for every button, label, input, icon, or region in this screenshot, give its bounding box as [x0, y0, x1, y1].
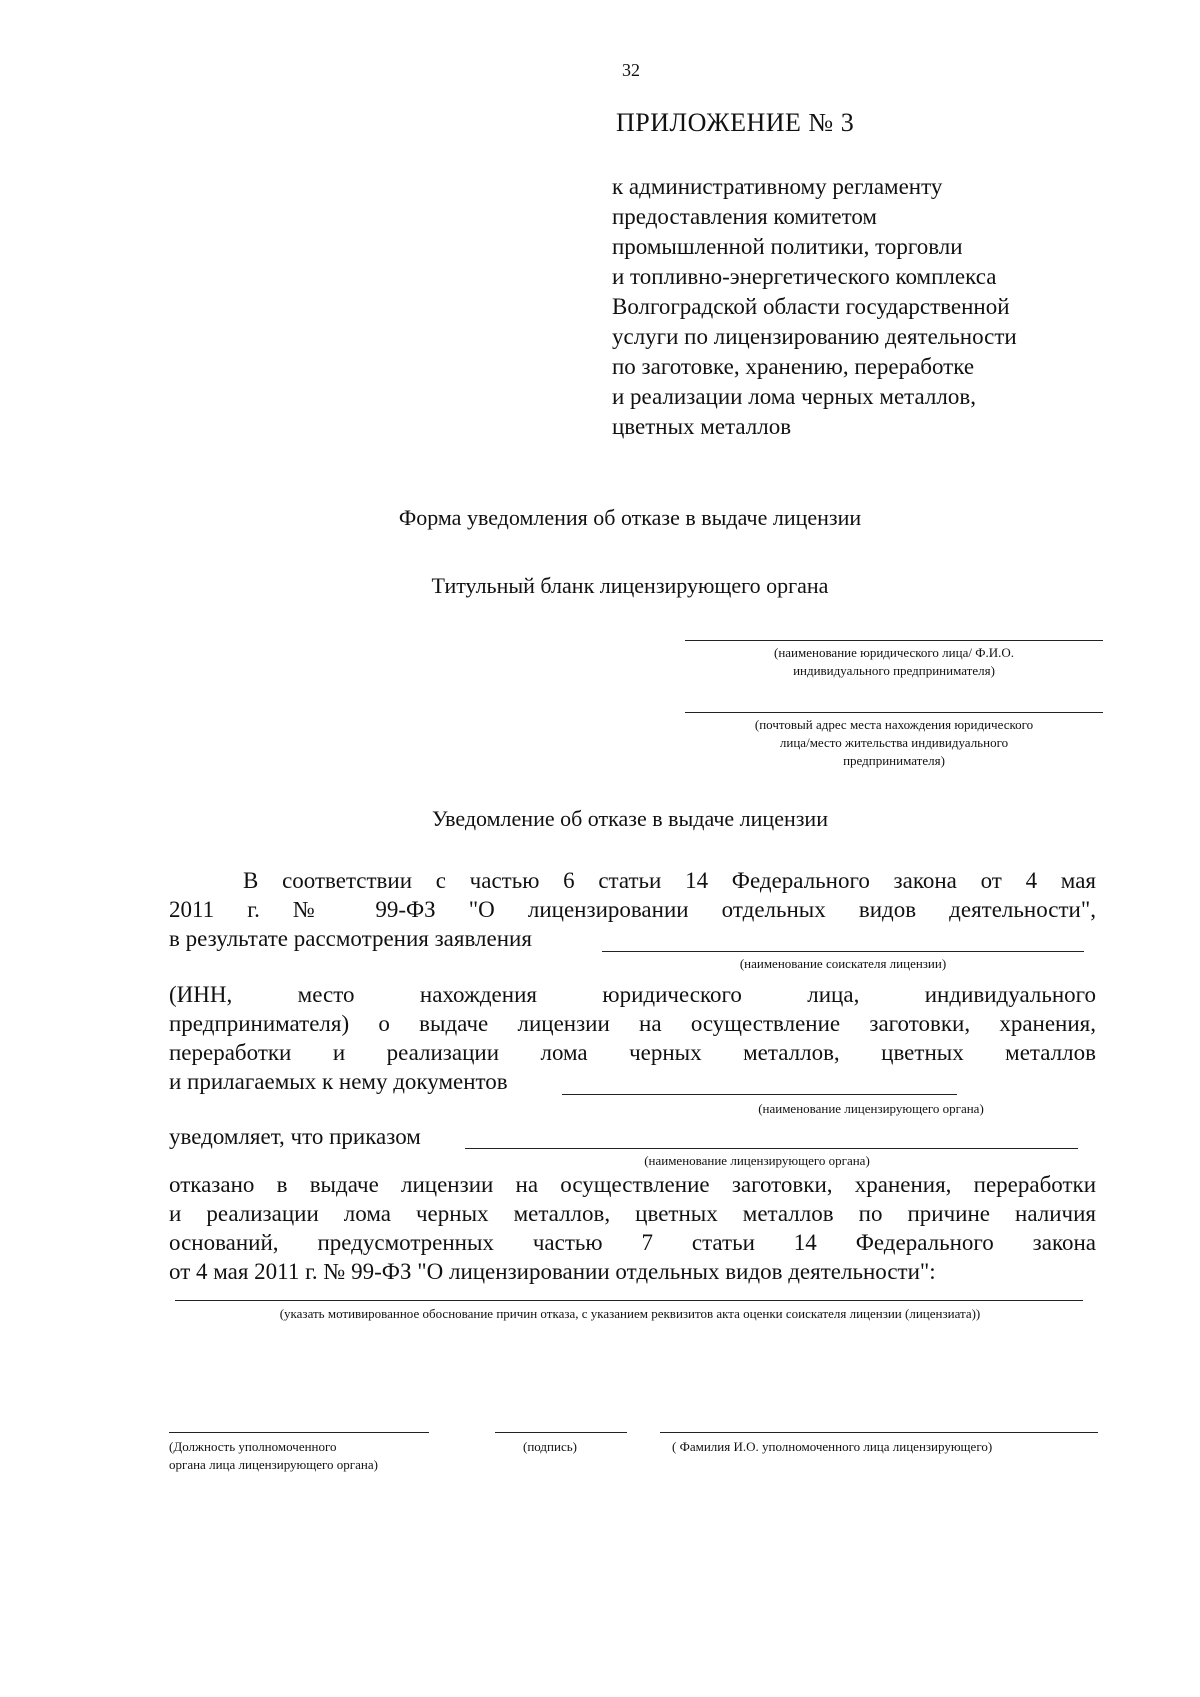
body-line: В соответствии с частью 6 статьи 14 Федерального закона от 4 мая — [243, 868, 1096, 893]
applicant-caption: (наименование соискателя лицензии) — [739, 956, 947, 971]
body-line: в результате рассмотрения заявления — [169, 926, 532, 951]
signature-caption: (подпись) — [523, 1439, 577, 1454]
reason-line — [175, 1300, 1083, 1301]
body-line: и реализации лома черных металлов, цветных металлов по причине наличия — [169, 1201, 1096, 1226]
subtitle-line: услуги по лицензированию деятельности — [612, 324, 1017, 349]
caption-line: органа лица лицензирующего органа) — [169, 1457, 378, 1472]
position-line — [169, 1432, 429, 1433]
page-number: 32 — [622, 60, 640, 80]
full-name-caption: ( Фамилия И.О. уполномоченного лица лицензирующего) — [672, 1439, 993, 1454]
subtitle-line: Волгоградской области государственной — [612, 294, 1010, 319]
caption-line: (почтовый адрес места нахождения юридического — [754, 717, 1034, 732]
body-line: 2011 г. № 99-ФЗ "О лицензировании отдельных видов деятельности", — [169, 897, 1096, 922]
appendix-title: ПРИЛОЖЕНИЕ № 3 — [616, 108, 855, 137]
body-line: от 4 мая 2011 г. № 99-ФЗ "О лицензировании отдельных видов деятельности": — [169, 1259, 936, 1284]
body-line: и прилагаемых к нему документов — [169, 1069, 508, 1094]
notice-title: Уведомление об отказе в выдаче лицензии — [432, 806, 828, 831]
caption-line: (наименование юридического лица/ Ф.И.О. — [773, 645, 1015, 660]
recipient-name-line — [685, 640, 1103, 641]
body-line: оснований, предусмотренных частью 7 статьи 14 Федерального закона — [169, 1230, 1096, 1255]
subtitle-line: цветных металлов — [612, 414, 792, 439]
recipient-name-caption — [685, 644, 1103, 680]
licensing-body-caption-1: (наименование лицензирующего органа) — [758, 1101, 984, 1116]
licensing-body-caption-2: (наименование лицензирующего органа) — [644, 1153, 870, 1168]
signature-line — [495, 1432, 627, 1433]
applicant-line — [602, 951, 1084, 952]
recipient-address-caption — [685, 716, 1103, 770]
subtitle-line: промышленной политики, торговли — [612, 234, 963, 259]
caption-line: лица/место жительства индивидуального — [779, 735, 1009, 750]
subtitle-line: предоставления комитетом — [612, 204, 877, 229]
licensing-body-line-1 — [562, 1094, 957, 1095]
subtitle-line: и реализации лома черных металлов, — [612, 384, 976, 409]
subtitle-line: по заготовке, хранению, переработке — [612, 354, 975, 379]
full-name-line — [660, 1432, 1098, 1433]
form-title: Форма уведомления об отказе в выдаче лицензии — [398, 505, 862, 530]
body-line: отказано в выдаче лицензии на осуществление заготовки, хранения, переработки — [169, 1172, 1096, 1197]
body-line: предпринимателя) о выдаче лицензии на осуществление заготовки, хранения, — [169, 1011, 1096, 1036]
caption-line: предпринимателя) — [843, 753, 945, 768]
recipient-address-line — [685, 712, 1103, 713]
appendix-subtitle — [612, 172, 1017, 442]
body-line: переработки и реализации лома черных металлов, цветных металлов — [169, 1040, 1096, 1065]
body-line: уведомляет, что приказом — [169, 1124, 421, 1149]
subtitle-line: и топливно-энергетического комплекса — [612, 264, 997, 289]
caption-line: (Должность уполномоченного — [169, 1439, 337, 1454]
licensing-body-line-2 — [465, 1148, 1078, 1149]
body-line: (ИНН, место нахождения юридического лица, индивидуального — [169, 982, 1096, 1007]
position-caption — [169, 1438, 378, 1474]
letterhead-label: Титульный бланк лицензирующего органа — [431, 573, 829, 598]
caption-line: индивидуального предпринимателя) — [793, 663, 995, 678]
subtitle-line: к административному регламенту — [612, 174, 943, 199]
reason-caption: (указать мотивированное обоснование причин отказа, с указанием реквизитов акта оценки соискателя лицензии (лицензиата)) — [279, 1306, 981, 1321]
